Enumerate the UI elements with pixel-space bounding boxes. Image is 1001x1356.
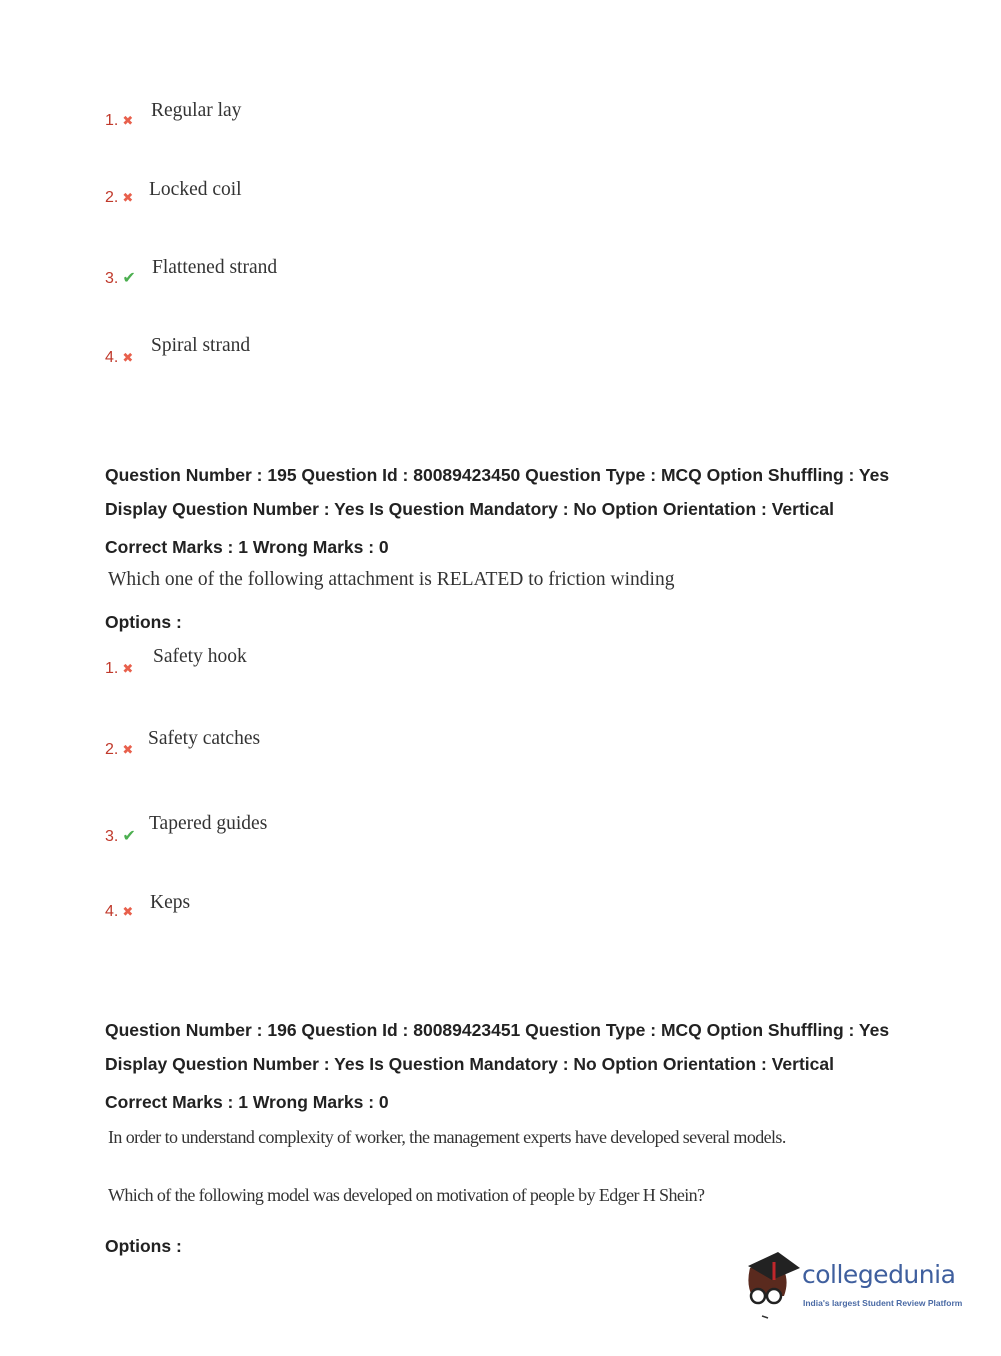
wrong-icon: ✖ xyxy=(122,114,134,129)
option-1: 1. ✖ xyxy=(105,112,134,129)
option-3: 3. ✔ xyxy=(105,268,136,287)
option-text: Locked coil xyxy=(149,179,242,200)
option-text: Safety catches xyxy=(148,728,261,749)
option-text: Regular lay xyxy=(151,100,242,121)
option-3: 3. ✔ xyxy=(105,826,136,845)
question-text: In order to understand complexity of worker, the management experts have developed several models. xyxy=(108,1127,786,1147)
logo-tagline: India's largest Student Review Platform xyxy=(803,1298,963,1308)
check-icon: ✔ xyxy=(122,826,136,845)
mascot-icon xyxy=(742,1250,802,1320)
wrong-icon: ✖ xyxy=(122,351,134,366)
question-text: Which one of the following attachment is RELATED to friction winding xyxy=(108,569,675,590)
option-text: Keps xyxy=(150,892,191,913)
option-text: Safety hook xyxy=(153,646,247,667)
marks-info: Correct Marks : 1 Wrong Marks : 0 xyxy=(105,1092,389,1112)
collegedunia-logo xyxy=(742,1250,972,1320)
logo-name: collegedunia xyxy=(802,1260,956,1289)
option-text: Flattened strand xyxy=(152,257,278,278)
check-icon: ✔ xyxy=(122,268,136,287)
question-meta: Display Question Number : Yes Is Question Mandatory : No Option Orientation : Vertical xyxy=(105,1054,834,1074)
options-label: Options : xyxy=(105,1236,182,1256)
question-text: Which of the following model was developed on motivation of people by Edger H Shein? xyxy=(108,1185,705,1205)
option-2: 2. ✖ xyxy=(105,189,134,206)
wrong-icon: ✖ xyxy=(122,191,134,206)
marks-info: Correct Marks : 1 Wrong Marks : 0 xyxy=(105,537,389,557)
wrong-icon: ✖ xyxy=(122,743,134,758)
option-text: Tapered guides xyxy=(149,813,268,834)
question-meta: Question Number : 196 Question Id : 80089423451 Question Type : MCQ Option Shuffling : Yes xyxy=(105,1020,890,1040)
question-meta: Display Question Number : Yes Is Question Mandatory : No Option Orientation : Vertical xyxy=(105,499,834,519)
option-text: Spiral strand xyxy=(151,335,251,356)
question-meta: Question Number : 195 Question Id : 80089423450 Question Type : MCQ Option Shuffling : Yes xyxy=(105,465,890,485)
option-4: 4. ✖ xyxy=(105,903,134,920)
option-4: 4. ✖ xyxy=(105,349,134,366)
options-label: Options : xyxy=(105,612,182,632)
wrong-icon: ✖ xyxy=(122,905,134,920)
wrong-icon: ✖ xyxy=(122,662,134,677)
option-2: 2. ✖ xyxy=(105,741,134,758)
option-1: 1. ✖ xyxy=(105,660,134,677)
